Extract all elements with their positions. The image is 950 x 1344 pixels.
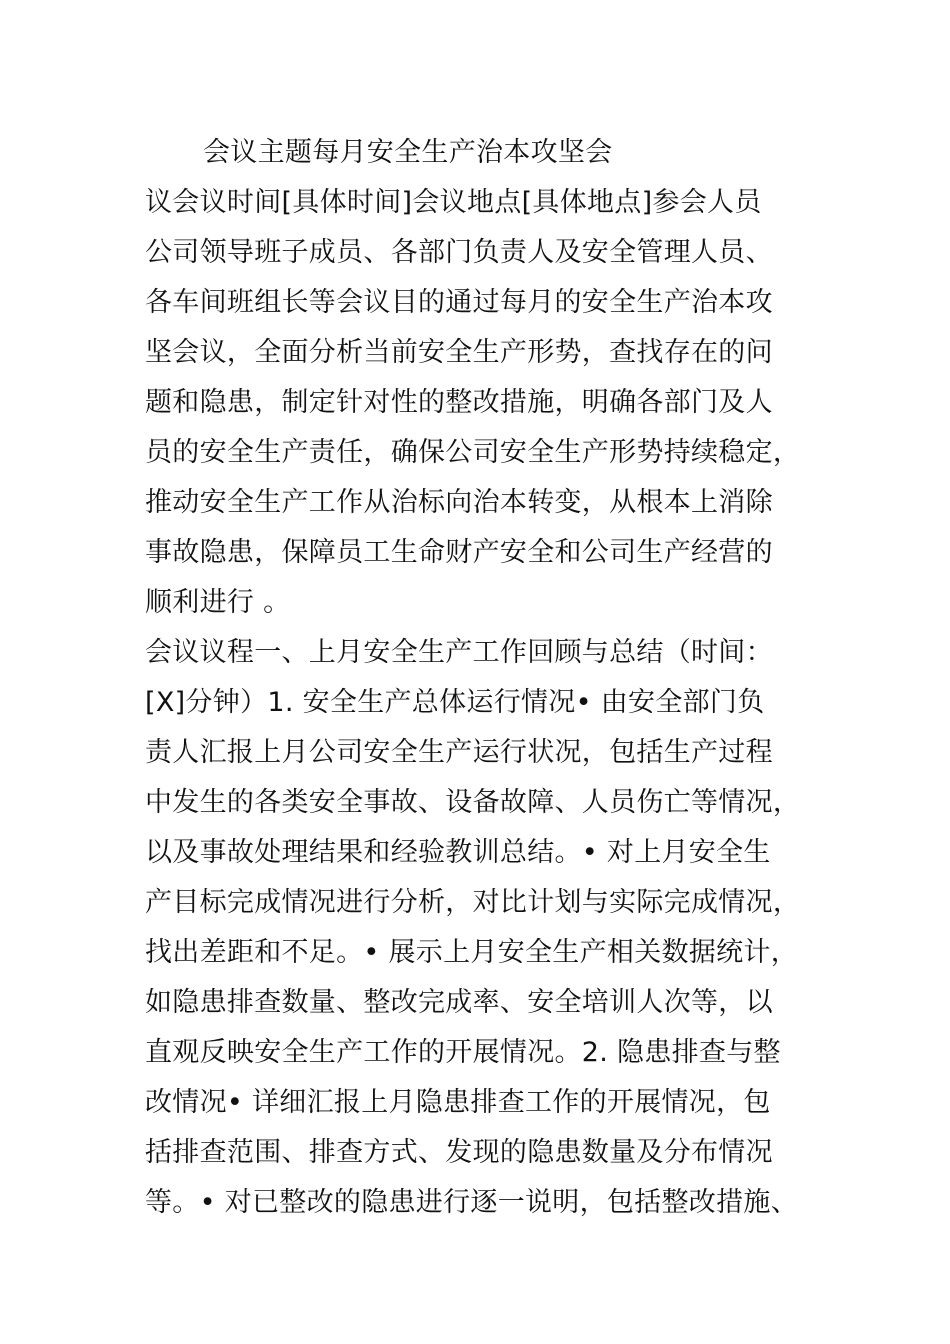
document-line: 责人汇报上月公司安全生产运行状况，包括生产过程 — [145, 737, 773, 768]
document-line: 员的安全生产责任，确保公司安全生产形势持续稳定， — [145, 437, 801, 468]
document-line: 各车间班组长等会议目的通过每月的安全生产治本攻 — [145, 287, 773, 318]
document-line: 顺利进行 。 — [145, 587, 291, 618]
document-line: 会议议程一、上月安全生产工作回顾与总结（时间： — [145, 637, 773, 668]
document-line-title: 会议主题每月安全生产治本攻坚会 — [203, 137, 613, 168]
document-line: 坚会议，全面分析当前安全生产形势，查找存在的问 — [145, 337, 773, 368]
document-line: 如隐患排查数量、整改完成率、安全培训人次等，以 — [145, 987, 773, 1018]
document-line: 找出差距和不足。• 展示上月安全生产相关数据统计， — [145, 937, 799, 968]
document-line: 产目标完成情况进行分析，对比计划与实际完成情况， — [145, 887, 801, 918]
document-line: 推动安全生产工作从治标向治本转变，从根本上消除 — [145, 487, 773, 518]
document-body — [145, 128, 825, 1228]
document-line: 题和隐患，制定针对性的整改措施，明确各部门及人 — [145, 387, 773, 418]
document-line: 事故隐患，保障员工生命财产安全和公司生产经营的 — [145, 537, 773, 568]
document-line: 括排查范围、排查方式、发现的隐患数量及分布情况 — [145, 1137, 773, 1168]
document-line: 议会议时间[具体时间]会议地点[具体地点]参会人员 — [145, 187, 762, 218]
document-line: 改情况• 详细汇报上月隐患排查工作的开展情况，包 — [145, 1087, 771, 1118]
document-line: 以及事故处理结果和经验教训总结。• 对上月安全生 — [145, 837, 771, 868]
document-line: [X]分钟）1. 安全生产总体运行情况• 由安全部门负 — [145, 687, 765, 718]
document-line: 公司领导班子成员、各部门负责人及安全管理人员、 — [145, 237, 773, 268]
document-line: 中发生的各类安全事故、设备故障、人员伤亡等情况， — [145, 787, 801, 818]
document-line: 直观反映安全生产工作的开展情况。2. 隐患排查与整 — [145, 1037, 781, 1068]
document-line: 等。• 对已整改的隐患进行逐一说明，包括整改措施、 — [145, 1187, 799, 1218]
